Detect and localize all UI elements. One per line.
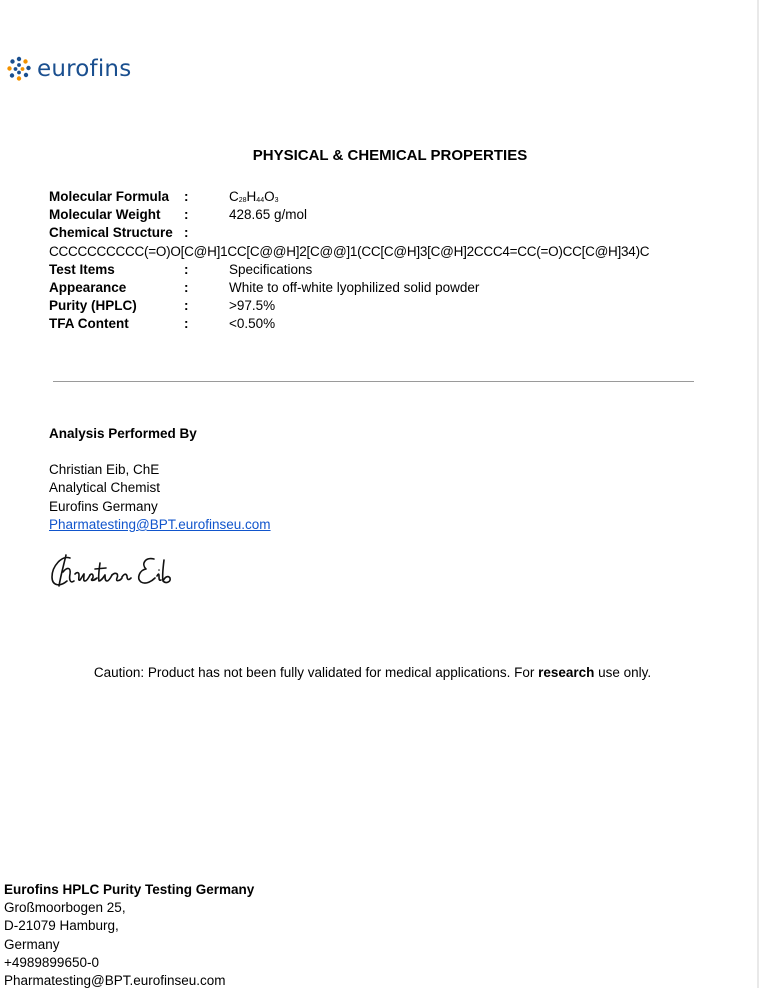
footer-phone: +4989899650-0 bbox=[4, 954, 99, 970]
chemical-structure-label: Chemical Structure bbox=[49, 225, 173, 241]
appearance-value: White to off-white lyophilized solid powder bbox=[229, 279, 480, 295]
footer-email: Pharmatesting@BPT.eurofinseu.com bbox=[4, 973, 226, 989]
analysis-section bbox=[49, 425, 271, 534]
caution-bold: research bbox=[538, 665, 595, 680]
colon: : bbox=[184, 207, 189, 223]
molecular-formula-row bbox=[49, 188, 749, 206]
colon: : bbox=[184, 189, 189, 204]
logo-text: eurofins bbox=[37, 56, 132, 82]
eurofins-logo bbox=[6, 56, 131, 82]
footer-company: Eurofins HPLC Purity Testing Germany bbox=[4, 882, 255, 897]
colon: : bbox=[184, 225, 189, 241]
properties-section bbox=[49, 188, 749, 334]
tfa-content-value: <0.50% bbox=[229, 316, 276, 332]
section-divider bbox=[53, 381, 694, 382]
caution-prefix: Caution: Product has not been fully validated for medical applications. For bbox=[93, 665, 539, 680]
colon: : bbox=[184, 298, 189, 314]
analyst-company: Eurofins Germany bbox=[49, 498, 158, 514]
analyst-name: Christian Eib, ChE bbox=[49, 462, 160, 478]
caution-notice bbox=[0, 665, 745, 680]
page-title: PHYSICAL & CHEMICAL PROPERTIES bbox=[252, 147, 528, 164]
tfa-content-label: TFA Content bbox=[49, 316, 129, 332]
appearance-row bbox=[49, 279, 749, 297]
footer-city: D-21079 Hamburg, bbox=[4, 918, 119, 934]
formula-element: C bbox=[229, 189, 239, 204]
analysis-heading: Analysis Performed By bbox=[49, 426, 197, 441]
tfa-content-row bbox=[49, 315, 749, 333]
purity-row bbox=[49, 297, 749, 315]
smiles-string: CCCCCCCCCC(=O)O[C@H]1CC[C@@H]2[C@@]1(CC[C@H]3[C@H]2CCC4=CC(=O)CC[C@H]34)C bbox=[49, 243, 650, 259]
analyst-role: Analytical Chemist bbox=[49, 480, 161, 496]
footer-country: Germany bbox=[4, 936, 60, 952]
test-items-label: Test Items bbox=[49, 261, 115, 277]
molecular-formula-label: Molecular Formula bbox=[49, 189, 170, 204]
purity-value: >97.5% bbox=[229, 298, 276, 314]
molecular-weight-label: Molecular Weight bbox=[49, 207, 161, 223]
eurofins-dots-logo-icon bbox=[6, 56, 32, 82]
caution-suffix: use only. bbox=[594, 665, 652, 680]
colon: : bbox=[184, 316, 189, 332]
molecular-weight-value: 428.65 g/mol bbox=[229, 207, 308, 223]
colon: : bbox=[184, 279, 189, 295]
molecular-weight-row bbox=[49, 206, 749, 224]
formula-count: 44 bbox=[256, 197, 265, 204]
signature-image bbox=[48, 550, 178, 595]
colon: : bbox=[184, 261, 189, 277]
test-items-row bbox=[49, 261, 749, 279]
formula-count: 3 bbox=[274, 197, 279, 204]
chemical-structure-row bbox=[49, 224, 749, 242]
footer-address bbox=[4, 881, 254, 990]
appearance-label: Appearance bbox=[49, 279, 127, 295]
formula-count: 28 bbox=[238, 197, 247, 204]
analyst-email-link[interactable]: Pharmatesting@BPT.eurofinseu.com bbox=[49, 516, 271, 532]
purity-label: Purity (HPLC) bbox=[49, 298, 137, 314]
formula-element: O bbox=[264, 189, 275, 204]
test-items-value: Specifications bbox=[229, 261, 313, 277]
footer-street: Großmoorbogen 25, bbox=[4, 900, 126, 916]
formula-element: H bbox=[246, 189, 257, 204]
